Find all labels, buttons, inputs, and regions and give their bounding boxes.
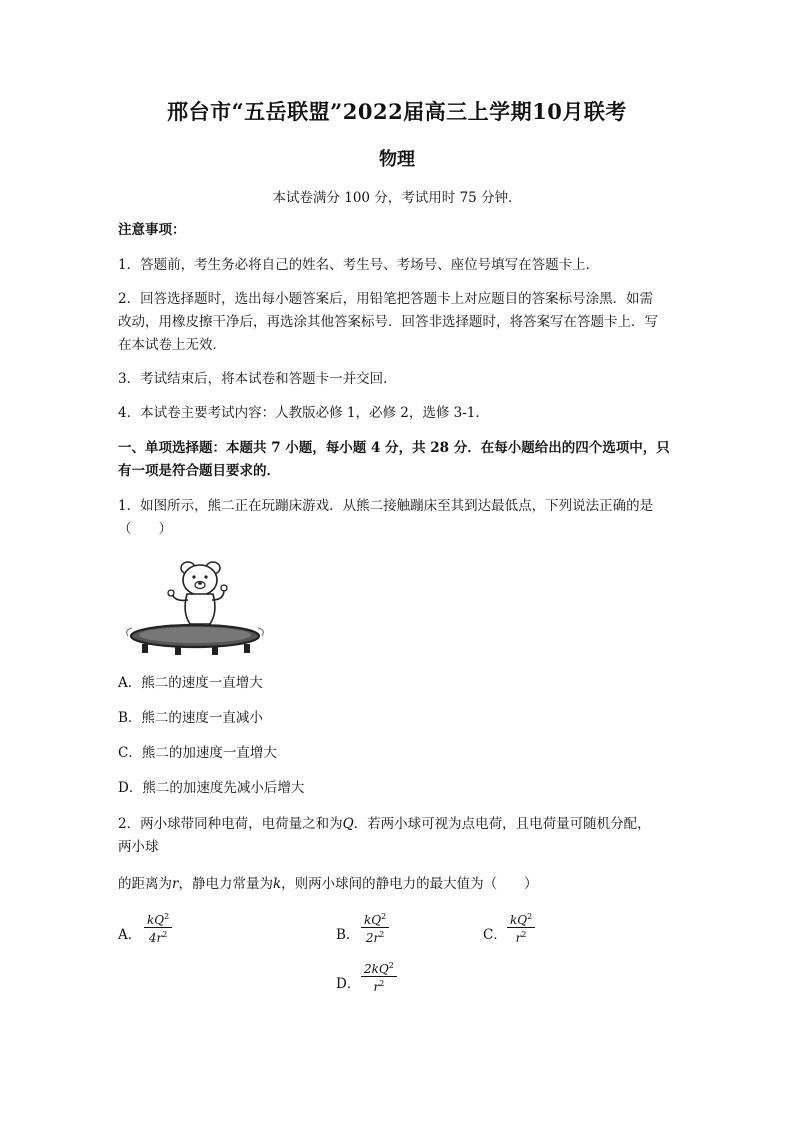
trampoline-icon [127, 625, 264, 655]
q2-option-c-fraction [507, 910, 535, 945]
q2-option-c-label: C． [483, 927, 507, 943]
q1-stem-line2: （ ） [118, 521, 172, 537]
q2-stem-part1: 2．两小球带同种电荷，电荷量之和为 [118, 816, 343, 832]
q2-stem-line2: 两小球 [118, 839, 159, 855]
exam-title: 邢台市“五岳联盟”2022届高三上学期10月联考 [167, 99, 627, 124]
q2-var-k: k [272, 876, 282, 892]
q2-option-d-denominator: $r^2$ [373, 979, 385, 994]
q2-option-a-label: A． [118, 927, 142, 943]
q2-option-b-fraction [361, 910, 389, 945]
notice-item-3: 3．考试结束后，将本试卷和答题卡一并交回． [118, 371, 397, 387]
q2-var-q: Q [342, 816, 354, 832]
q2-stem-line3 [118, 872, 678, 897]
q2-option-d-fraction [361, 959, 397, 994]
exam-info: 本试卷满分 100 分，考试用时 75 分钟． [272, 190, 522, 206]
q1-option-b: B．熊二的速度一直减小 [118, 710, 263, 726]
q2-option-a-numerator: $kQ^2$ [144, 910, 172, 928]
q2-stem-line3-part1: 的距离为 [118, 876, 172, 892]
q2-option-b-denominator: $2r^2$ [365, 930, 385, 945]
section-heading-line2: 有一项是符合题目要求的． [118, 463, 280, 479]
notice-item-2-line2: 改动，用橡皮擦干净后，再选涂其他答案标号．回答非选择题时，将答案写在答题卡上．写 [118, 314, 658, 330]
q2-option-d-numerator: $2kQ^2$ [361, 959, 397, 977]
q2-stem-part2: ．若两小球可视为点电荷，且电荷量可随机分配， [353, 816, 651, 832]
q2-option-a-denominator: $4r^2$ [148, 930, 168, 945]
subject-title: 物理 [379, 149, 415, 170]
notice-item-4: 4．本试卷主要考试内容：人教版必修 1，必修 2，选修 3-1． [118, 405, 489, 421]
q2-option-c-denominator: $r^2$ [515, 930, 527, 945]
q1-option-c: C．熊二的加速度一直增大 [118, 745, 277, 761]
bear-trampoline-figure [120, 550, 270, 656]
notice-item-1: 1．答题前，考生务必将自己的姓名、考生号、考场号、座位号填写在答题卡上． [118, 257, 600, 273]
notice-item-2-line3: 在本试卷上无效． [118, 337, 226, 353]
q2-option-b-label: B． [336, 927, 360, 943]
q2-stem-line1 [118, 812, 678, 837]
q2-var-r: r [172, 876, 179, 892]
q2-stem-line3-part2: ，静电力常量为 [178, 876, 273, 892]
q1-option-a: A．熊二的速度一直增大 [118, 675, 263, 691]
notice-heading: 注意事项： [118, 222, 186, 238]
q1-option-d: D．熊二的加速度先减小后增大 [118, 780, 305, 796]
q2-stem-line3-part3: ，则两小球间的静电力的最大值为（ ） [281, 876, 538, 892]
q2-option-b-numerator: $kQ^2$ [361, 910, 389, 928]
q1-stem-line1: 1．如图所示，熊二正在玩蹦床游戏．从熊二接触蹦床至其到达最低点，下列说法正确的是 [118, 498, 654, 514]
q2-option-d-label: D． [336, 976, 361, 992]
notice-item-2-line1: 2．回答选择题时，选出每小题答案后，用铅笔把答题卡上对应题目的答案标号涂黑．如需 [118, 291, 654, 307]
section-heading-line1: 一、单项选择题：本题共 7 小题，每小题 4 分，共 28 分．在每小题给出的四个选项中，只 [118, 440, 670, 456]
q2-option-c-numerator: $kQ^2$ [507, 910, 535, 928]
bear-icon [168, 562, 227, 632]
q2-option-a-fraction [144, 910, 172, 945]
